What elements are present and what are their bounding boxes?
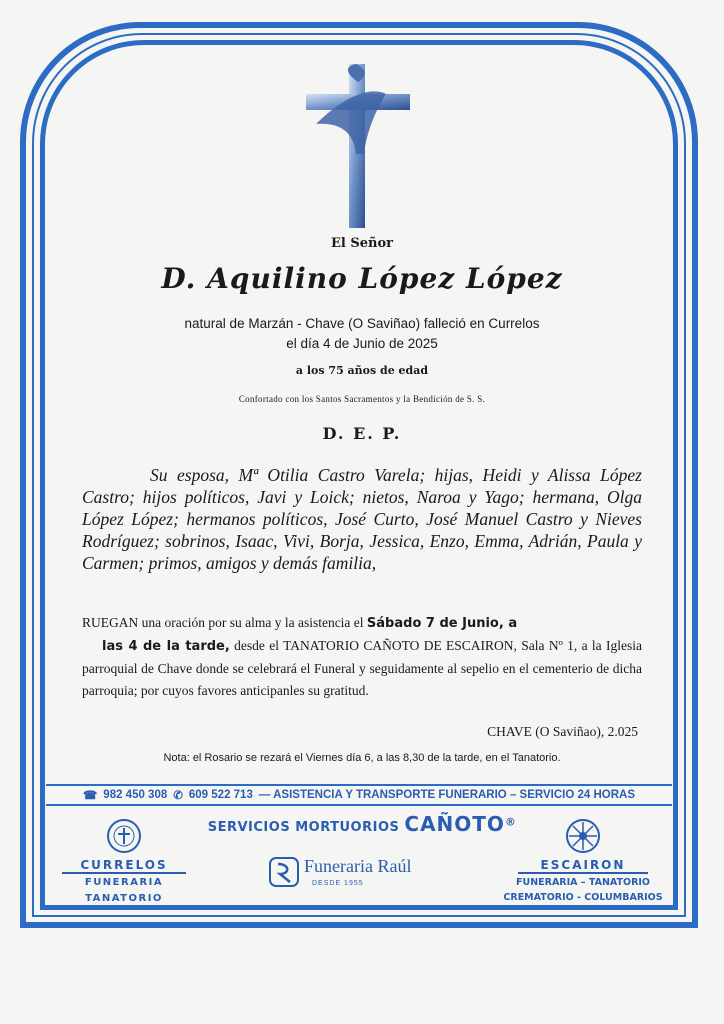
raul-name: Funeraria Raúl: [304, 856, 412, 876]
rosary-note: Nota: el Rosario se rezará el Viernes día 6, a las 8,30 de la tarde, en el Tanatorio.: [163, 752, 561, 764]
request-text-1: una oración por su alma y la asistencia el: [138, 615, 367, 630]
currelos-seal-icon: [106, 818, 142, 854]
title-prefix: El Señor: [330, 236, 393, 251]
request-lead: RUEGAN: [82, 615, 139, 630]
origin-block: [0, 314, 724, 354]
comforted-line: Confortado con los Santos Sacramentos y la Bendición de S. S.: [238, 394, 486, 404]
currelos-block: [62, 818, 186, 906]
request-text-2: desde el TANATORIO CAÑOTO DE ESCAIRON, Sala Nº 1, a la Iglesia parroquial de Chave donde se celebrará el Funeral y seguidamente al sepelio en el cementerio de dicha parroquia; por cuyos favores anticipanles su gratitud.: [82, 638, 642, 698]
registered-mark: ®: [504, 815, 517, 829]
phone-icon: ☎: [82, 790, 98, 802]
origin-line: natural de Marzán - Chave (O Saviñao) falleció en Currelos: [184, 316, 540, 331]
service-text: — ASISTENCIA Y TRANSPORTE FUNERARIO – SERVICIO 24 HORAS: [258, 789, 636, 801]
mobile-icon: ✆: [173, 790, 183, 802]
mobile-number: 609 522 713: [188, 789, 253, 801]
brand-name: CAÑOTO: [404, 812, 505, 836]
request-time: las 4 de la tarde,: [102, 639, 230, 654]
funeraria-raul-logo: [268, 854, 428, 894]
escairon-title: ESCAIRON: [518, 858, 648, 874]
escairon-seal-icon: [565, 818, 601, 854]
raul-since: DESDE 1955: [312, 880, 364, 887]
dep-line: D. E. P.: [322, 424, 402, 443]
age-line: a los 75 años de edad: [295, 364, 429, 377]
place-date: CHAVE (O Saviñao), 2.025: [487, 724, 638, 739]
cross-icon: [306, 64, 410, 228]
escairon-line2: CREMATORIO - COLUMBARIOS: [503, 892, 663, 903]
currelos-title: CURRELOS: [62, 858, 186, 874]
request-paragraph: [82, 612, 642, 702]
deceased-name: D. Aquilino López López: [161, 262, 563, 295]
family-paragraph: Su esposa, Mª Otilia Castro Varela; hijas, Heidi y Alissa López Castro; hijos políticos, Javi y Loick; nietos, Naroa y Yago; hermana, Olga López López; hermanos políticos, José Curto, José Manuel Castro y Nieves Rodríguez; sobrinos, Isaac, Vivi, Borja, Jessica, Enzo, Emma, Adrián, Paula y Carmen; primos, amigos y demás familia,: [82, 465, 642, 573]
raul-logo-icon: [268, 856, 300, 888]
contact-bar: [46, 784, 672, 806]
escairon-block: [488, 815, 678, 904]
request-date: Sábado 7 de Junio, a: [366, 616, 518, 631]
currelos-line2: TANATORIO: [85, 893, 163, 904]
phone-number: 982 450 308: [103, 789, 168, 801]
death-date-line: el día 4 de Junio de 2025: [286, 336, 438, 351]
escairon-line1: FUNERARIA – TANATORIO: [515, 877, 651, 888]
currelos-line1: FUNERARIA: [84, 877, 164, 888]
services-label: SERVICIOS MORTUORIOS: [207, 820, 400, 835]
